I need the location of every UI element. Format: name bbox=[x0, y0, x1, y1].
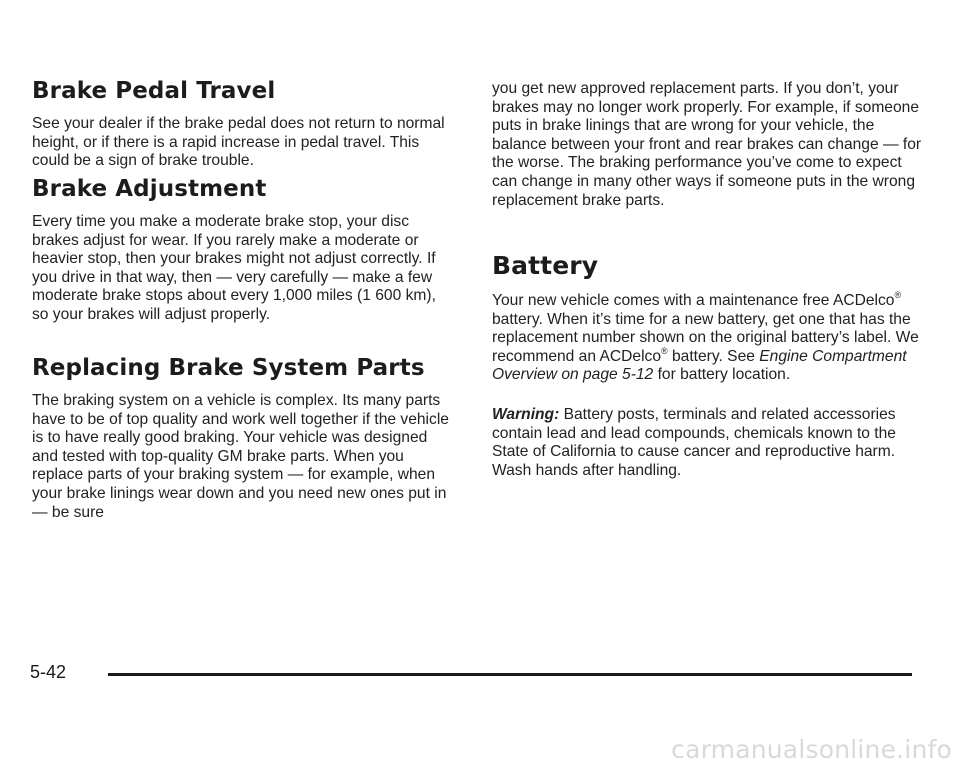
replacement-parts-continuation: you get new approved replacement parts. If you don’t, your brakes may no longer work properly. For example, if someone puts in brake linings that are wrong for your vehicle, the balance between your front and rear brakes can change — for the worse. The braking performance you’ve come to expect can change in many other ways if someone puts in the wrong replacement brake parts. bbox=[492, 80, 922, 209]
footer-divider bbox=[108, 673, 912, 676]
warning-text: Battery posts, terminals and related accessories contain lead and lead compounds, chemicals known to the State of California to cause cancer and reproductive harm. Wash hands after handling. bbox=[492, 406, 896, 479]
battery-text-part2: battery. When it’s time for a new battery, get one that has the replacement number shown on the original battery’s label. We recommend an ACDelco bbox=[492, 310, 919, 365]
battery-text-part4: for battery location. bbox=[653, 366, 791, 384]
registered-mark: ® bbox=[661, 345, 668, 356]
engine-compartment-reference-link[interactable]: Engine Compartment Overview on page 5-12 bbox=[492, 347, 907, 384]
brake-pedal-travel-paragraph: See your dealer if the brake pedal does not return to normal height, or if there is a rapid increase in pedal travel. This could be a sign of brake trouble. bbox=[32, 115, 445, 170]
brake-pedal-travel-heading: Brake Pedal Travel bbox=[32, 78, 276, 104]
watermark-link[interactable]: carmanualsonline.info bbox=[671, 735, 952, 764]
replacing-brake-parts-paragraph: The braking system on a vehicle is complex. Its many parts have to be of top quality and work well together if the vehicle is to have really good braking. Your vehicle was designed and tested with top-quality GM brake parts. When you replace parts of your braking system — for example, when your brake linings wear down and you need new ones put in — be sure bbox=[32, 392, 449, 521]
registered-mark: ® bbox=[894, 290, 902, 300]
warning-label: Warning: bbox=[492, 406, 560, 423]
battery-text-part1: Your new vehicle comes with a maintenance free ACDelco bbox=[492, 292, 895, 309]
battery-heading: Battery bbox=[492, 251, 599, 280]
replacing-brake-parts-heading: Replacing Brake System Parts bbox=[32, 355, 425, 381]
battery-warning-paragraph bbox=[492, 406, 930, 480]
battery-text-part3: battery. See bbox=[667, 347, 760, 365]
brake-adjustment-heading: Brake Adjustment bbox=[32, 176, 267, 202]
brake-adjustment-paragraph: Every time you make a moderate brake stop, your disc brakes adjust for wear. If you rarely make a moderate or heavier stop, then your brakes might not adjust correctly. If you drive in that way, then — very carefully — make a few moderate brake stops about every 1,000 miles (1 600 km), so your brakes will adjust properly. bbox=[32, 213, 436, 323]
page-number: 5-42 bbox=[30, 662, 67, 682]
battery-paragraph bbox=[492, 292, 930, 385]
